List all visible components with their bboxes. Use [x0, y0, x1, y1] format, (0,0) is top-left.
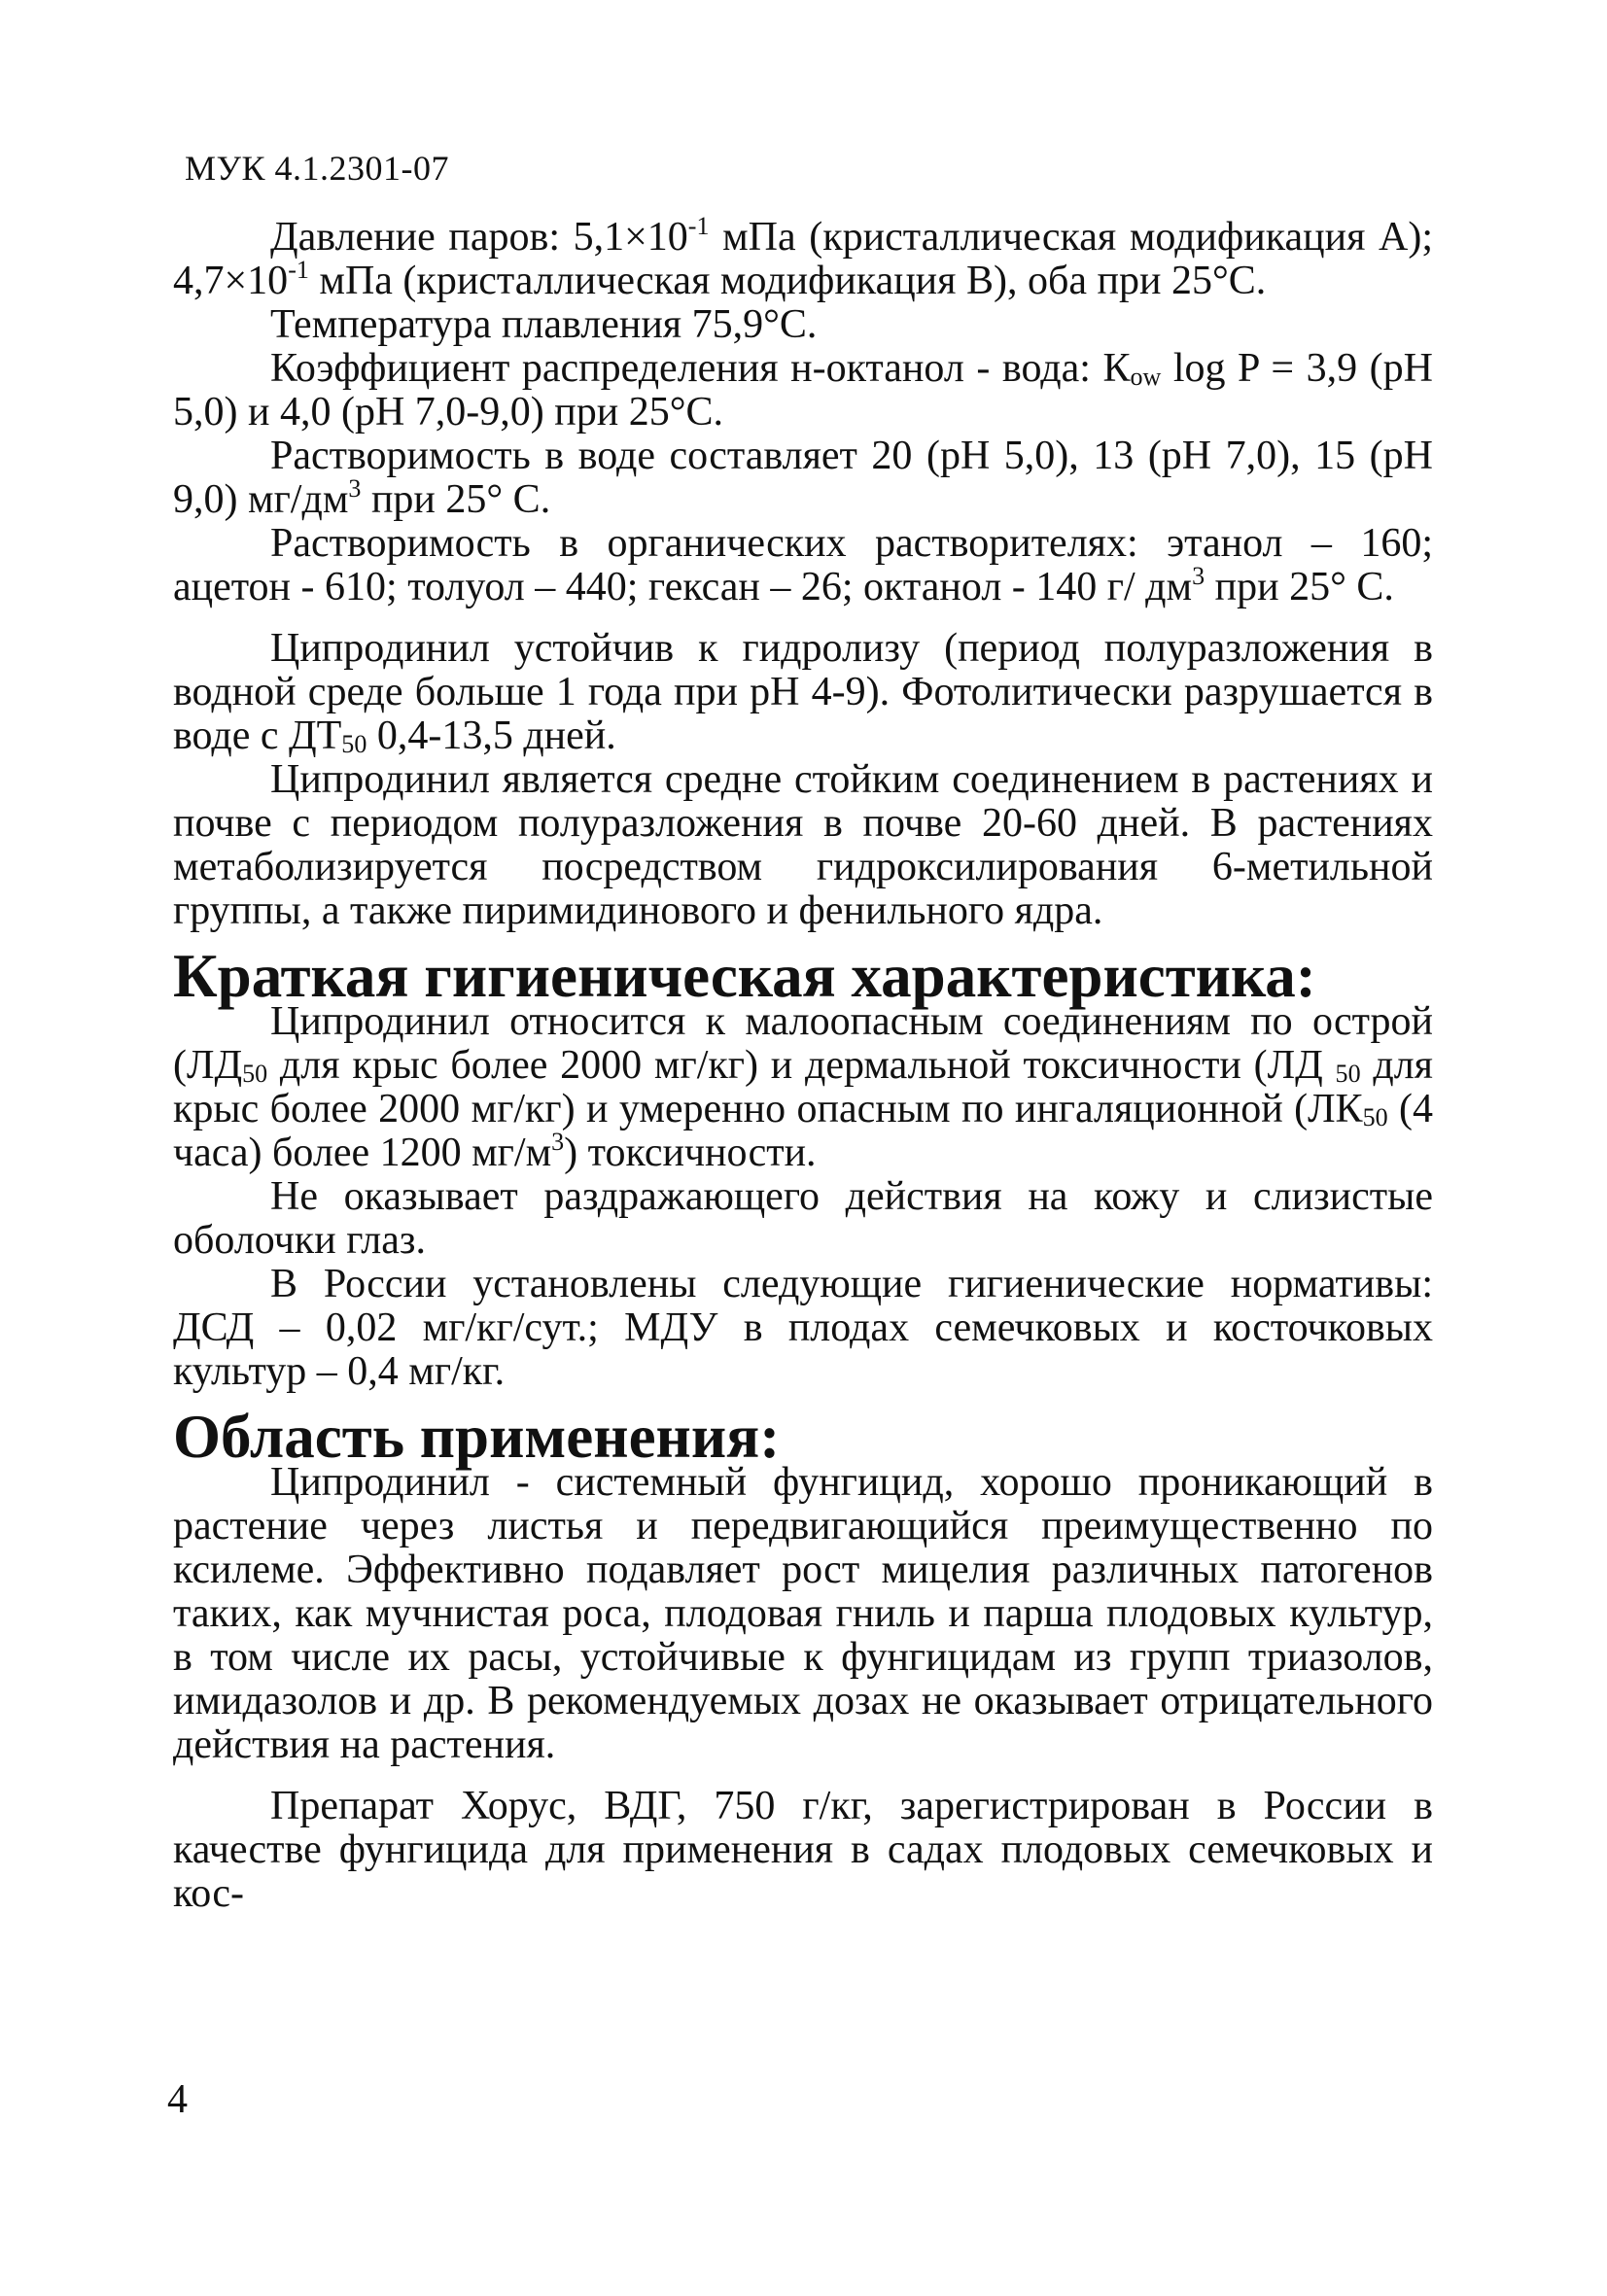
vapor-pressure-a-rest: мПа (кристаллическая модификация А); — [709, 215, 1433, 260]
toxicity-superscript: 3 — [551, 1127, 565, 1156]
water-solubility-paragraph — [173, 435, 1433, 522]
norms-paragraph: В России установлены следующие гигиенические нормативы: ДСД – 0,02 мг/кг/сут.; МДУ в плодах семечковых и косточковых культур – 0,4 мг/кг. — [173, 1262, 1433, 1394]
hydrolysis-subscript: 50 — [341, 729, 367, 758]
partition-coefficient-paragraph — [173, 347, 1433, 435]
hydrolysis-days: 0,4-13,5 дней. — [367, 713, 616, 758]
persistence-paragraph: Ципродинил является средне стойким соединением в растениях и почве с периодом полуразложения в почве 20-60 дней. В растениях метаболизируется посредством гидроксилирования 6-метильной группы, а также пиримидинового и фенильного ядра. — [173, 757, 1433, 933]
hydrolysis-paragraph — [173, 627, 1433, 758]
toxicity-text-3: для крыс более 2000 мг/кг) и умеренно опасным по ингаляционной (ЛК — [173, 1043, 1433, 1131]
organic-solubility-text: Растворимость в органических растворителях: этанол – 160; ацетон - 610; толуол – 440; гексан – 26; октанол - 140 г/ дм — [173, 521, 1433, 609]
vapor-pressure-b-base: 4,7×10 — [173, 259, 289, 303]
page-number: 4 — [167, 2077, 188, 2122]
hygiene-heading: Краткая гигиеническая характеристика: — [173, 942, 1316, 1010]
toxicity-text-2: для крыс более 2000 мг/кг) и дермальной токсичности (ЛД — [267, 1043, 1336, 1088]
hydrolysis-text: Ципродинил устойчив к гидролизу (период полуразложения в водной среде больше 1 года при pH 4-9). Фотолитически разрушается в воде с ДТ — [173, 626, 1433, 758]
toxicity-text-5: ) токсичности. — [564, 1131, 817, 1175]
document-code-header: МУК 4.1.2301-07 — [185, 149, 449, 188]
vapor-pressure-b-rest: мПа (кристаллическая модификация В), оба при 25°С. — [308, 259, 1267, 303]
application-heading: Область применения: — [173, 1403, 781, 1471]
toxicity-text-4: (4 часа) более 1200 мг/м — [173, 1087, 1433, 1175]
irritation-paragraph: Не оказывает раздражающего действия на кожу и слизистые оболочки глаз. — [173, 1174, 1433, 1263]
toxicity-paragraph — [173, 1000, 1433, 1175]
toxicity-subscript-3: 50 — [1362, 1102, 1388, 1131]
toxicity-subscript-2: 50 — [1335, 1059, 1361, 1088]
document-body — [173, 211, 1433, 1916]
partition-subscript: ow — [1130, 362, 1162, 391]
melting-point-paragraph: Температура плавления 75,9°С. — [270, 302, 818, 347]
toxicity-subscript-1: 50 — [242, 1059, 268, 1088]
organic-solubility-superscript: 3 — [1192, 561, 1205, 590]
vapor-pressure-a-base: 5,1×10 — [573, 215, 688, 260]
organic-solubility-temp: при 25° С. — [1205, 565, 1394, 609]
toxicity-text-1: Ципродинил относится к малоопасным соединениям по острой (ЛД — [173, 999, 1433, 1088]
vapor-pressure-b-exponent: -1 — [288, 255, 309, 284]
registration-paragraph: Препарат Хорус, ВДГ, 750 г/кг, зарегистрирован в России в качестве фунгицида для применения в садах плодовых семечковых и кос- — [173, 1784, 1433, 1916]
application-description-paragraph: Ципродинил - системный фунгицид, хорошо проникающий в растение через листья и передвигающийся преимущественно по ксилеме. Эффективно подавляет рост мицелия различных патогенов таких, как мучнистая роса, плодовая гниль и парша плодовых культур, в том числе их расы, устойчивые к фунгицидам из групп триазолов, имидазолов и др. В рекомендуемых дозах не оказывает отрицательного действия на растения. — [173, 1460, 1433, 1767]
partition-text-start: Коэффициент распределения н-октанол - вода: К — [270, 346, 1131, 391]
organic-solubility-paragraph — [173, 522, 1433, 609]
water-solubility-superscript: 3 — [348, 473, 362, 503]
water-solubility-temp: при 25° С. — [361, 477, 551, 522]
vapor-pressure-paragraph — [173, 211, 1433, 303]
partition-text-end: log P = 3,9 (pH 5,0) и 4,0 (pH 7,0-9,0) при 25°С. — [173, 346, 1433, 435]
water-solubility-text: Растворимость в воде составляет 20 (pH 5,0), 13 (pH 7,0), 15 (pH 9,0) мг/дм — [173, 434, 1433, 522]
vapor-pressure-label: Давление паров: — [270, 215, 574, 260]
vapor-pressure-a-exponent: -1 — [687, 211, 710, 240]
